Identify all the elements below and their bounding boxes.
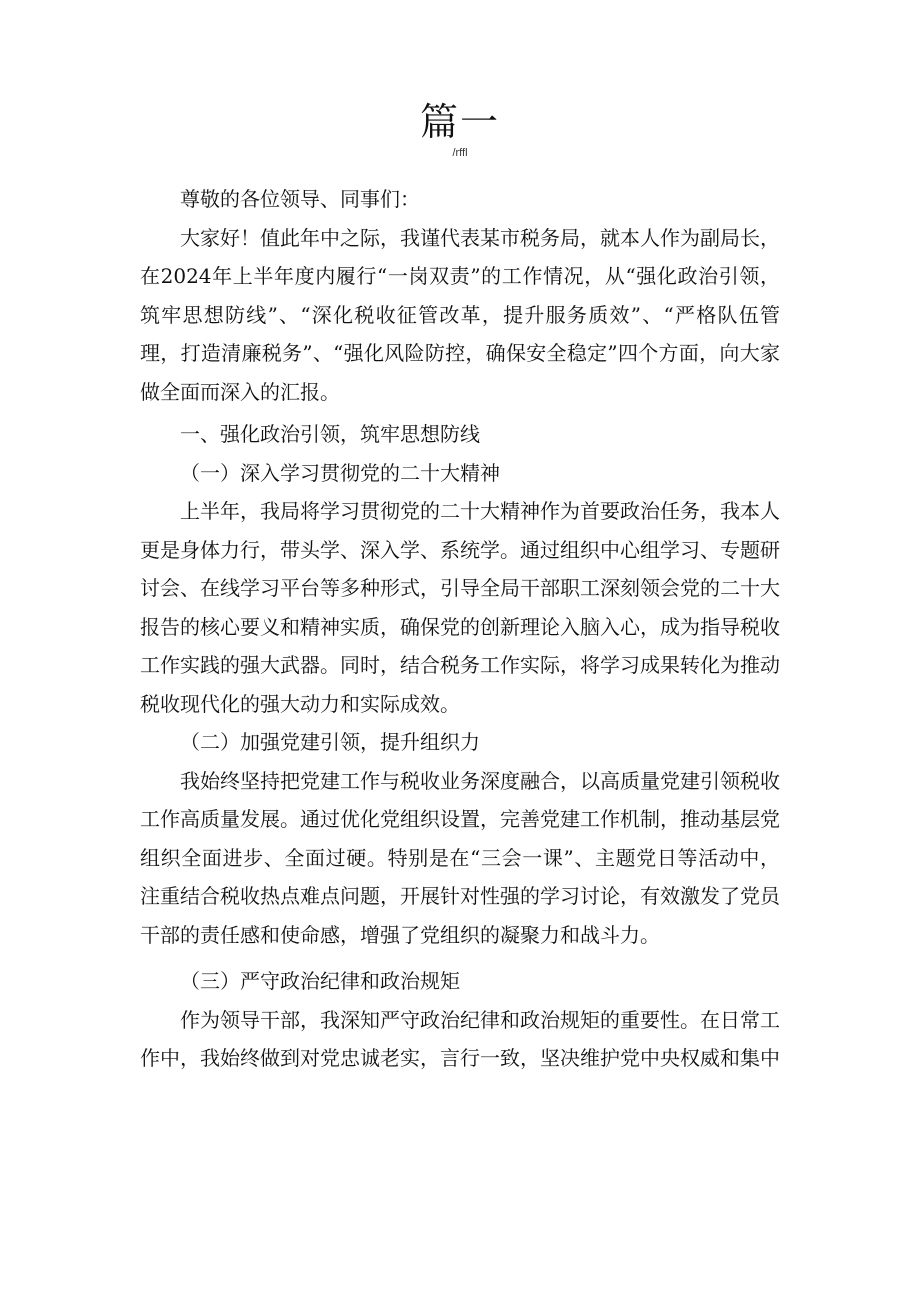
body-paragraph-2: 我始终坚持把党建工作与税收业务深度融合，以高质量党建引领税收工作高质量发展。通过优化党组织设置，完善党建工作机制，推动基层党组织全面进步、全面过硬。特别是在“三会一课”、主题党日等活动中，注重结合税收热点难点问题，开展针对性强的学习讨论，有效激发了党员干部的责任感和使命感，增强了党组织的凝聚力和战斗力。: [140, 768, 780, 947]
document-subtitle: /rffl: [452, 147, 468, 159]
document-body: [140, 180, 780, 1078]
salutation: 尊敬的各位领导、同事们：: [180, 187, 420, 211]
section-heading-1: 一、强化政治引领，筑牢思想防线: [180, 422, 480, 446]
subsection-heading-1: （一）深入学习贯彻党的二十大精神: [180, 460, 500, 485]
body-paragraph-1: 上半年，我局将学习贯彻党的二十大精神作为首要政治任务，我本人更是身体力行，带头学、深入学、系统学。通过组织中心组学习、专题研讨会、在线学习平台等多种形式，引导全局干部职工深刻领会党的二十大报告的核心要义和精神实质，确保党的创新理论入脑入心，成为指导税收工作实践的强大武器。同时，结合税务工作实际，将学习成果转化为推动税收现代化的强大动力和实际成效。: [140, 499, 780, 716]
subsection-heading-3: （三）严守政治纪律和政治规矩: [180, 969, 460, 993]
body-paragraph-3: 作为领导干部，我深知严守政治纪律和政治规矩的重要性。在日常工作中，我始终做到对党忠诚老实，言行一致，坚决维护党中央权威和集中: [140, 1007, 780, 1070]
intro-paragraph: 大家好！值此年中之际，我谨代表某市税务局，就本人作为副局长，在2024年上半年度内履行“一岗双责”的工作情况，从“强化政治引领，筑牢思想防线”、“深化税收征管改革，提升服务质效”、“严格队伍管理，打造清廉税务”、“强化风险防控，确保安全稳定”四个方面，向大家做全面而深入的汇报。: [140, 225, 780, 404]
document-title: 篇一: [419, 100, 500, 144]
subsection-heading-2: （二）加强党建引领，提升组织力: [180, 730, 480, 754]
